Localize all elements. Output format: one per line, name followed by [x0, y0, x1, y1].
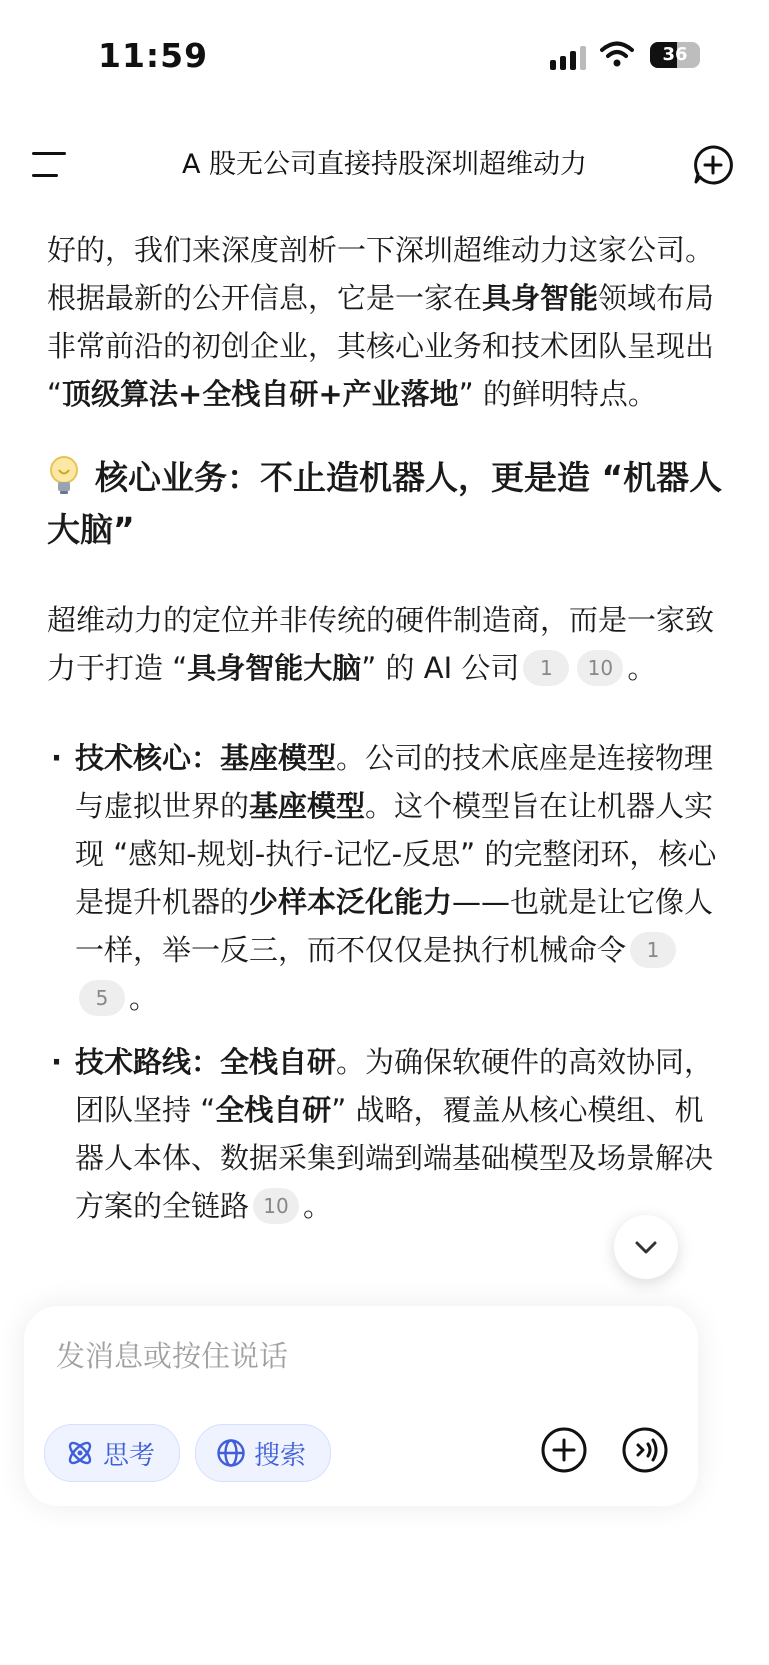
- positioning-paragraph: [47, 596, 727, 692]
- list-item: · 技术核心：基座模型。公司的技术底座是连接物理与虚拟世界的基座模型。这个模型旨在让机器人实现 “感知-规划-执行-记忆-反思” 的完整闭环，核心是提升机器的少样本泛化能力——也就是让它像人一样，举一反三，而不仅仅是执行机械命令 15 。: [51, 741, 717, 1015]
- bold-text: 基座模型: [249, 789, 366, 823]
- new-chat-icon[interactable]: [692, 144, 734, 186]
- citation-badge[interactable]: 10: [253, 1188, 299, 1224]
- think-button[interactable]: [44, 1424, 180, 1482]
- battery-level: 36: [662, 44, 688, 65]
- bold-text: 全栈自研: [215, 1093, 332, 1127]
- message-input-panel: [24, 1306, 698, 1506]
- text-run: ” 的 AI 公司: [361, 651, 520, 685]
- plus-circle-icon[interactable]: [541, 1427, 587, 1473]
- scroll-down-button[interactable]: [614, 1215, 678, 1279]
- text-run: 好的，我们来深度剖析一下深圳超维动力这家公司。根据最新的公开信息，它是一家在: [47, 233, 715, 315]
- citation-badge[interactable]: 1: [523, 650, 569, 686]
- citation-badge[interactable]: 10: [577, 650, 623, 686]
- bold-text: 具身智能: [482, 281, 599, 315]
- text-run: ” 战略，覆盖从核心模组、机器人本体、数据采集到端到端基础模型及场景解决方案的全链路: [75, 1093, 714, 1223]
- menu-icon[interactable]: [32, 152, 70, 180]
- text-run: 。公司的技术底座是连接物理与虚拟世界的: [75, 741, 714, 823]
- search-label: 搜索: [254, 1440, 307, 1471]
- bold-text: 少样本泛化能力: [249, 885, 453, 919]
- citation-badge[interactable]: 1: [630, 932, 676, 968]
- voice-call-icon[interactable]: [622, 1427, 668, 1473]
- globe-icon: [216, 1438, 246, 1468]
- list-item-text: [75, 741, 716, 1015]
- text-run: 。: [129, 981, 159, 1015]
- conversation-title: A 股无公司直接持股深圳超维动力: [181, 149, 588, 180]
- text-run: 。这个模型旨在让机器人实现 “感知-规划-执行-记忆-反思” 的完整闭环，核心是提升机器的: [75, 789, 717, 919]
- text-run: 。为确保软硬件的高效协同，团队坚持 “: [75, 1045, 714, 1127]
- battery-icon: [650, 42, 700, 68]
- bold-text: 技术路线：全栈自研: [75, 1045, 337, 1079]
- bullet-list: [47, 734, 727, 1230]
- list-item: · 技术路线：全栈自研。为确保软硬件的高效协同，团队坚持 “全栈自研” 战略，覆盖从核心模组、机器人本体、数据采集到端到端基础模型及场景解决方案的全链路 10 。: [51, 1045, 714, 1223]
- bold-text: 顶级算法+全栈自研+产业落地: [62, 377, 459, 411]
- atom-icon: [65, 1438, 95, 1468]
- chat-header: [0, 130, 769, 200]
- search-button[interactable]: [195, 1424, 331, 1482]
- bold-text: 具身智能大脑: [187, 651, 362, 685]
- list-item-text: [75, 1045, 713, 1223]
- message-input[interactable]: 发消息或按住说话: [56, 1339, 289, 1373]
- section-heading-text: 核心业务：不止造机器人，更是造 “机器人大脑”: [47, 458, 723, 549]
- status-time: 11:59: [98, 36, 209, 75]
- cellular-signal-icon: [550, 46, 586, 70]
- intro-paragraph: [47, 226, 727, 418]
- text-run: 领域布局非常前沿的初创企业，其核心业务和技术团队呈现出 “: [47, 281, 715, 411]
- citation-badge[interactable]: 5: [79, 980, 125, 1016]
- text-run: 超维动力的定位并非传统的硬件制造商，而是一家致力于打造 “: [47, 603, 715, 685]
- section-heading: [47, 452, 727, 556]
- bold-text: 技术核心：基座模型: [75, 741, 337, 775]
- text-run: 。: [303, 1189, 333, 1223]
- text-run: 。: [627, 651, 657, 685]
- chevron-down-icon: [632, 1235, 660, 1259]
- think-label: 思考: [103, 1440, 156, 1471]
- lightbulb-icon: [47, 455, 81, 495]
- status-bar: [0, 0, 769, 110]
- text-run: ——也就是让它像人一样，举一反三，而不仅仅是执行机械命令: [75, 885, 714, 967]
- assistant-message: [47, 226, 727, 1246]
- wifi-icon: [600, 40, 634, 68]
- text-run: ” 的鲜明特点。: [458, 377, 657, 411]
